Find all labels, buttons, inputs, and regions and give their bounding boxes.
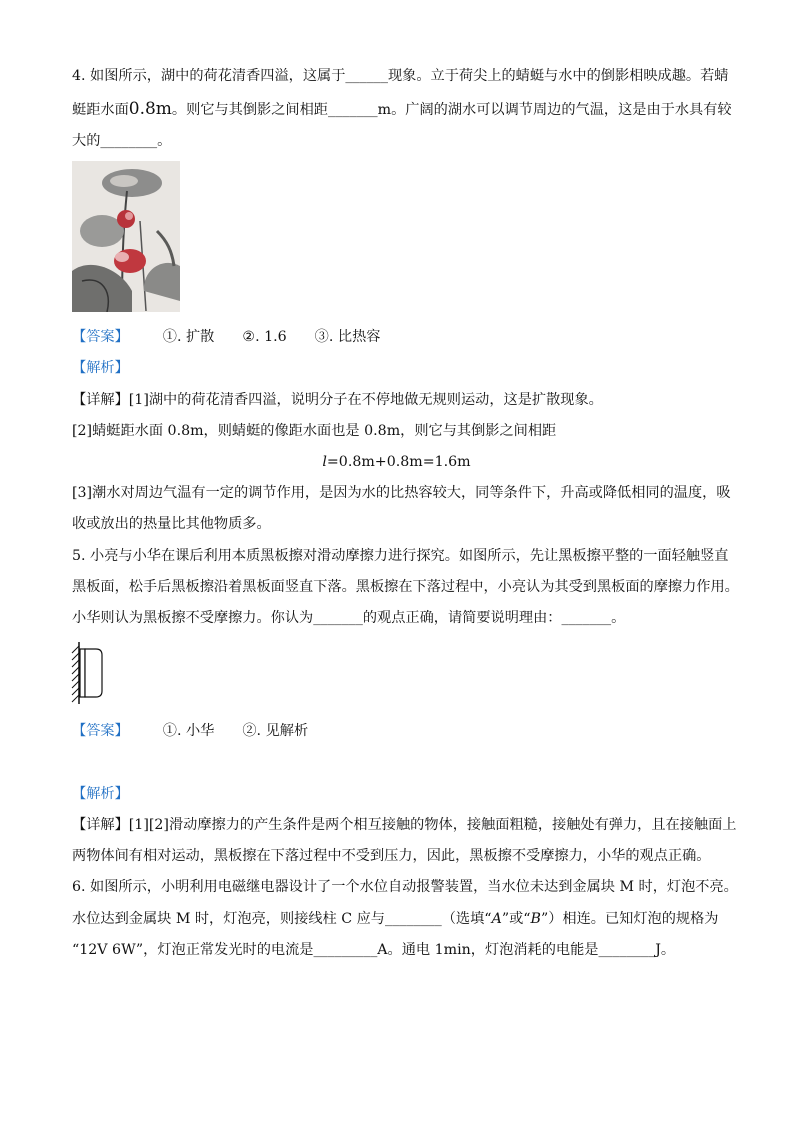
q5-line-1: 5. 小亮与小华在课后利用本质黑板擦对滑动摩擦力进行探究。如图所示，先让黑板擦平整的一面轻触竖直: [72, 548, 729, 564]
q5-detail-2: 两物体间有相对运动，黑板擦在下落过程中不受到压力，因此，黑板擦不受摩擦力，小华的观点正确。: [72, 848, 711, 864]
detail-tag: 【详解】: [72, 817, 129, 833]
q6-line-3: “12V 6W”，灯泡正常发光时的电流是_________A。通电 1min，灯泡消耗的电能是________J。: [72, 942, 676, 958]
q4-detail-2: [2]蜻蜓距水面 0.8m，则蜻蜓的像距水面也是 0.8m，则它与其倒影之间相距: [72, 423, 557, 439]
answer-2: ②. 见解析: [242, 723, 309, 739]
analysis-tag: 【解析】: [72, 360, 129, 376]
q4-detail-3a: [3]潮水对周边气温有一定的调节作用，是因为水的比热容较大，同等条件下，升高或降低相同的温度，吸: [72, 485, 731, 501]
answer-3: ③. 比热容: [314, 329, 381, 345]
answer-1: ①. 扩散: [162, 329, 215, 345]
q6-line-1: 6. 如图所示，小明利用电磁继电器设计了一个水位自动报警装置，当水位未达到金属块 M 时，灯泡不亮。: [72, 879, 738, 895]
q5-line-3: 小华则认为黑板擦不受摩擦力。你认为_______的观点正确，请简要说明理由：_______。: [72, 610, 626, 626]
q6-line-2: [72, 909, 718, 929]
detail-text: [1][2]滑动摩擦力的产生条件是两个相互接触的物体，接触面粗糙，接触处有弹力，且在接触面上: [128, 817, 737, 833]
q4-answer-line: [72, 327, 380, 347]
formula-variable: l: [322, 454, 327, 470]
q4-detail-3b: 收或放出的热量比其他物质多。: [72, 516, 271, 532]
q6-text: 水位达到金属块 M 时，灯泡亮，则接线柱 C 应与________（选填“: [72, 911, 492, 927]
lotus-painting: [72, 161, 180, 312]
option-b: B: [530, 911, 541, 927]
detail-tag: 【详解】: [72, 392, 129, 408]
q4-formula: [0, 452, 793, 472]
q4-line-2: [72, 99, 732, 120]
answer-tag: 【答案】: [72, 329, 129, 345]
blackboard-eraser-diagram: [70, 640, 110, 706]
q5-line-2: 黑板面，松手后黑板擦沿着黑板面竖直下落。黑板擦在下落过程中，小亮认为其受到黑板面的摩擦力作用。: [72, 579, 739, 595]
option-a: A: [491, 911, 502, 927]
q6-text: ”）相连。已知灯泡的规格为: [540, 911, 719, 927]
q5-answer-line: [72, 721, 308, 741]
q4-text: 。则它与其倒影之间相距_______m。广阔的湖水可以调节周边的气温，这是由于水具有较: [171, 102, 732, 118]
analysis-tag: 【解析】: [72, 786, 129, 802]
answer-1: ①. 小华: [162, 723, 215, 739]
q4-detail-1: [72, 390, 603, 410]
answer-2: ②. 1.6: [242, 329, 287, 345]
q4-line-3: 大的________。: [72, 133, 172, 149]
q4-line-1: 4. 如图所示，湖中的荷花清香四溢，这属于______现象。立于荷尖上的蜻蜓与水中的倒影相映成趣。若蜻: [72, 68, 729, 84]
formula-expression: =0.8m+0.8m=1.6m: [326, 454, 471, 470]
q5-detail-1: [72, 815, 736, 835]
q4-distance: 0.8m: [128, 99, 172, 119]
q4-text: 蜓距水面: [72, 102, 129, 118]
q6-text: ”或“: [501, 911, 531, 927]
answer-tag: 【答案】: [72, 723, 129, 739]
detail-text: [1]湖中的荷花清香四溢，说明分子在不停地做无规则运动，这是扩散现象。: [128, 392, 603, 408]
